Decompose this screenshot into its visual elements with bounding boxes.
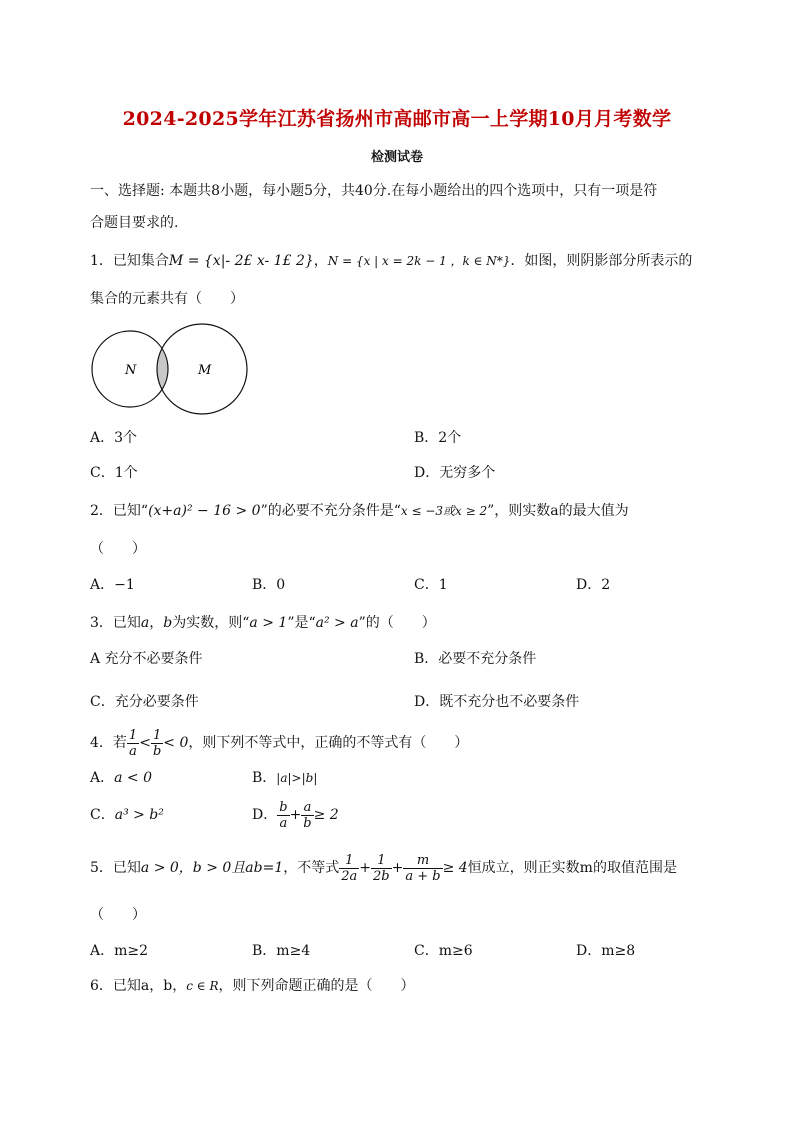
q1-comma: ，	[313, 253, 328, 269]
venn-label-m: M	[198, 363, 212, 378]
q1-option-b[interactable]: B．2个	[414, 430, 462, 446]
q6-suffix: ，则下列命题正确的是（ ）	[218, 978, 415, 994]
q2-option-d[interactable]: D．2	[576, 577, 611, 593]
question-1-line2: 集合的元素共有（ ）	[90, 291, 244, 307]
question-5-line1: 5．已知a > 0，b > 0且ab=1，不等式 $\frac{1}{2a}$ + $\frac{1}{2b}$ + $\frac{m}{a + b}$ ≥ 4恒成立，则正实数m的取值范围是	[90, 852, 677, 884]
q3-option-c[interactable]: C．充分必要条件	[90, 694, 199, 710]
q1-set-n: N = {x | x = 2k − 1 ，k ∈ N*}	[327, 254, 511, 268]
question-4-line1	[90, 726, 468, 760]
q3-option-d[interactable]: D．既不充分也不必要条件	[414, 694, 580, 710]
q2-option-a[interactable]: A．−1	[90, 577, 135, 593]
q5-fraction-2: $\frac{1}{2b}$	[373, 852, 390, 884]
section-heading-line2: 合题目要求的.	[90, 215, 179, 231]
q1-prefix: 1．已知集合	[90, 253, 169, 269]
question-2-line1	[90, 502, 629, 520]
question-5-line2: （ ）	[90, 907, 146, 923]
q1-suffix: ．如图，则阴影部分所表示的	[510, 253, 693, 269]
q4-option-a[interactable]: A．a < 0	[90, 770, 153, 786]
q5-suffix: 恒成立，则正实数m的取值范围是	[467, 860, 677, 876]
q1-option-a[interactable]: A．3个	[90, 430, 138, 446]
q3-cond2: a² > a	[315, 615, 359, 631]
q2-mid: ”的必要不充分条件是“	[260, 503, 401, 519]
q3-comma: ，	[149, 615, 164, 631]
venn-label-n: N	[125, 363, 137, 378]
q5-mid: ，不等式	[283, 860, 340, 876]
q5-prefix: 5．已知	[90, 860, 141, 876]
q3-option-a[interactable]: A 充分不必要条件	[90, 651, 203, 667]
q2-cond: x ≤ −3或x ≥ 2	[400, 504, 488, 518]
q5-option-a[interactable]: A．m≥2	[90, 943, 149, 959]
q1-set-m: M = {x|- 2£ x- 1£ 2}	[168, 253, 314, 269]
q5-option-d[interactable]: D．m≥8	[576, 943, 636, 959]
q3-mid2: ”是“	[287, 615, 316, 631]
q1-option-c[interactable]: C．1个	[90, 465, 138, 481]
exam-subtitle: 检测试卷	[370, 150, 423, 165]
q4-option-d[interactable]: D． $\frac{b}{a}$ + $\frac{a}{b}$ ≥ 2	[252, 799, 339, 831]
q4-suffix: ，则下列不等式中，正确的不等式有（ ）	[188, 735, 469, 751]
q3-suffix: ”的（ ）	[358, 615, 436, 631]
q3-prefix: 3．已知	[90, 615, 141, 631]
q3-var-b: b	[163, 615, 173, 631]
q5-option-c[interactable]: C．m≥6	[414, 943, 473, 959]
q6-expr: c ∈ R	[186, 979, 219, 993]
venn-diagram	[88, 318, 253, 418]
q4-option-c[interactable]: C．a³ > b²	[90, 807, 164, 823]
question-3-line1	[90, 614, 436, 632]
question-1-line1	[90, 252, 692, 270]
q1-option-d[interactable]: D．无穷多个	[414, 465, 496, 481]
q4-fraction-1-over-b: $\frac{1}{b}$	[152, 727, 162, 759]
q4-less-than: <	[139, 735, 151, 751]
q5-fraction-1: $\frac{1}{2a}$	[341, 852, 358, 884]
q2-expr: (x+a)² − 16 > 0	[148, 503, 261, 519]
q2-option-b[interactable]: B．0	[252, 577, 286, 593]
q4-fraction-1-over-a: $\frac{1}{a}$	[128, 727, 138, 759]
q2-option-c[interactable]: C．1	[414, 577, 448, 593]
q5-option-b[interactable]: B．m≥4	[252, 943, 311, 959]
question-2-line2: （ ）	[90, 541, 146, 557]
exam-title: 2024-2025学年江苏省扬州市高邮市高一上学期10月月考数学	[122, 108, 672, 130]
q4-tail: < 0	[163, 735, 189, 751]
q4-prefix: 4．若	[90, 735, 127, 751]
q2-suffix: ”，则实数a的最大值为	[487, 503, 629, 519]
q4-option-b[interactable]: B．|a|>|b|	[252, 770, 318, 786]
q5-cond: a > 0，b > 0且ab=1	[140, 860, 284, 876]
q3-option-b[interactable]: B．必要不充分条件	[414, 651, 537, 667]
q5-fraction-3: $\frac{m}{a + b}$	[405, 852, 441, 884]
q2-prefix: 2．已知“	[90, 503, 149, 519]
section-heading-line1: 一、选择题: 本题共8小题，每小题5分，共40分.在每小题给出的四个选项中，只有一项是符	[90, 183, 658, 199]
q6-prefix: 6．已知a，b，	[90, 978, 187, 994]
q3-cond1: a > 1	[249, 615, 288, 631]
question-6-line1	[90, 977, 415, 995]
q3-mid1: 为实数，则“	[172, 615, 250, 631]
q3-var-a: a	[140, 615, 150, 631]
